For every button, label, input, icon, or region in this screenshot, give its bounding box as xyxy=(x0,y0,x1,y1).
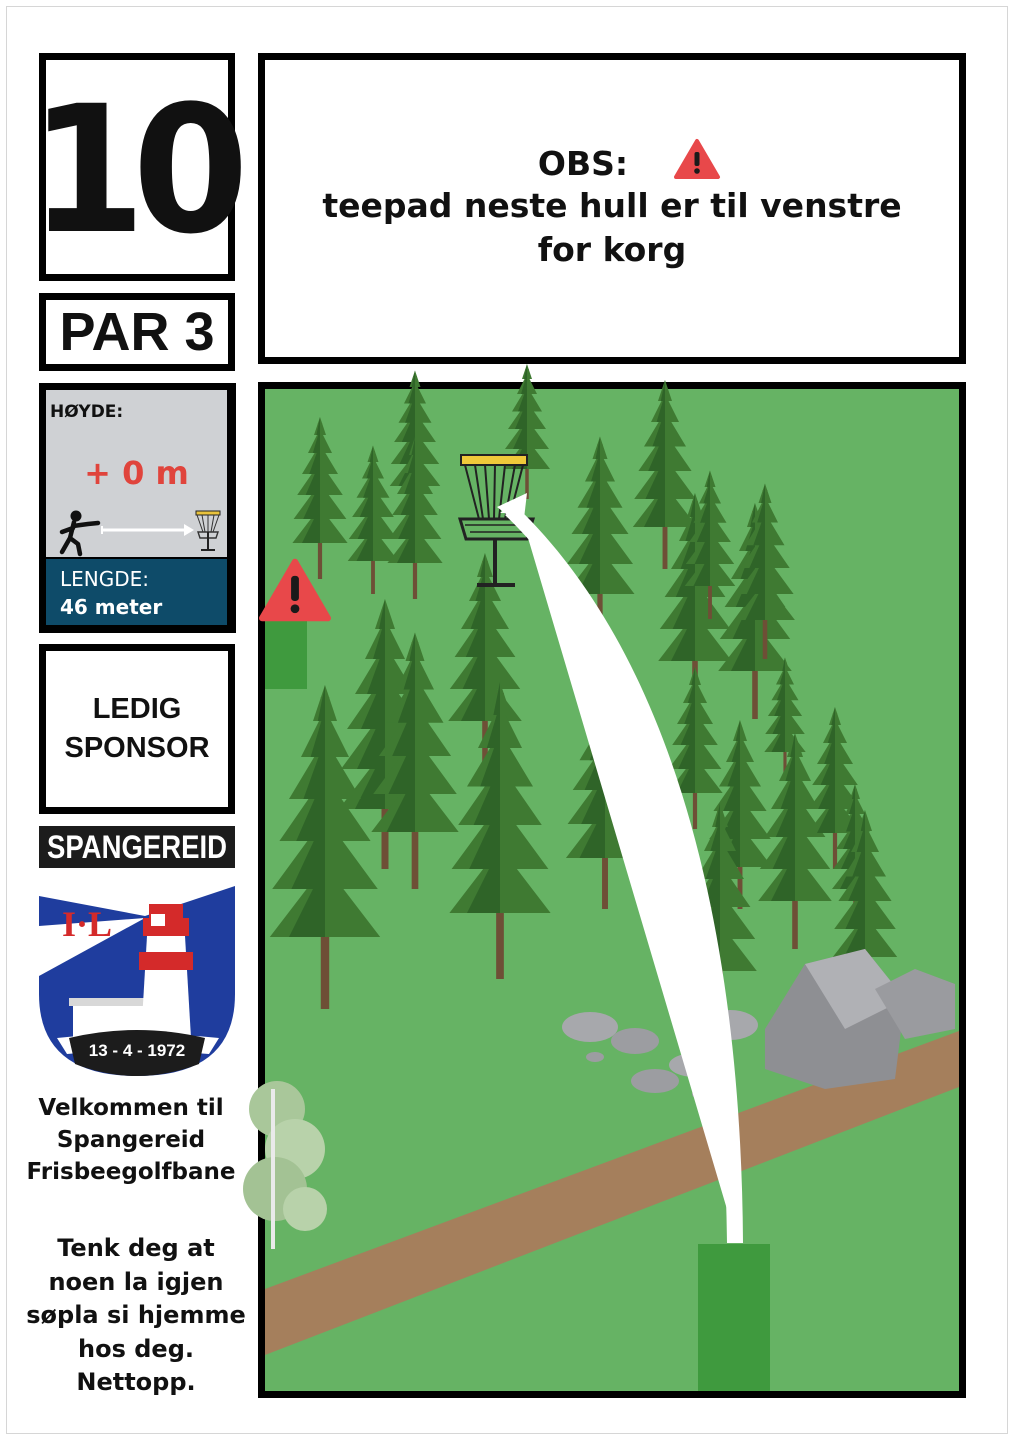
welcome-text: Velkommen til Spangereid Frisbeegolfbane xyxy=(26,1095,236,1186)
elevation-panel xyxy=(46,390,227,557)
hole-map xyxy=(258,382,966,1398)
length-panel xyxy=(46,559,227,625)
hole-number: 10 xyxy=(28,68,236,273)
club-initials: I·L xyxy=(61,904,113,944)
tee-pad xyxy=(698,1244,770,1391)
par-label: PAR 3 xyxy=(59,302,215,362)
notice-title xyxy=(265,144,959,183)
disc-golf-basket-icon xyxy=(193,508,223,554)
notice-box xyxy=(258,53,966,364)
sponsor-box xyxy=(39,644,235,814)
next-teepad xyxy=(265,621,307,689)
litter-message: Tenk deg at noen la igjen søpla si hjemme hos deg. Nettopp. xyxy=(26,1234,246,1397)
par-box xyxy=(39,293,235,371)
hole-number-box xyxy=(28,53,236,281)
club-name: SPANGEREID xyxy=(47,829,227,865)
elevation-label: HØYDE: xyxy=(50,402,124,422)
flight-line-icon xyxy=(98,522,198,538)
club-logo xyxy=(39,826,235,1076)
sponsor-text: LEDIG SPONSOR xyxy=(64,692,210,764)
notice-text: teepad neste hull er til venstre for korg xyxy=(322,186,902,269)
length-value: 46 meter xyxy=(60,595,163,619)
notice-title-text: OBS: xyxy=(537,144,629,183)
warning-icon xyxy=(674,138,720,180)
elevation-length-box xyxy=(39,383,236,633)
club-founded: 13 - 4 - 1972 xyxy=(88,1041,186,1060)
length-label: LENGDE: xyxy=(60,567,150,591)
elevation-value: + 0 m xyxy=(84,454,189,492)
thrower-icon xyxy=(54,508,104,556)
